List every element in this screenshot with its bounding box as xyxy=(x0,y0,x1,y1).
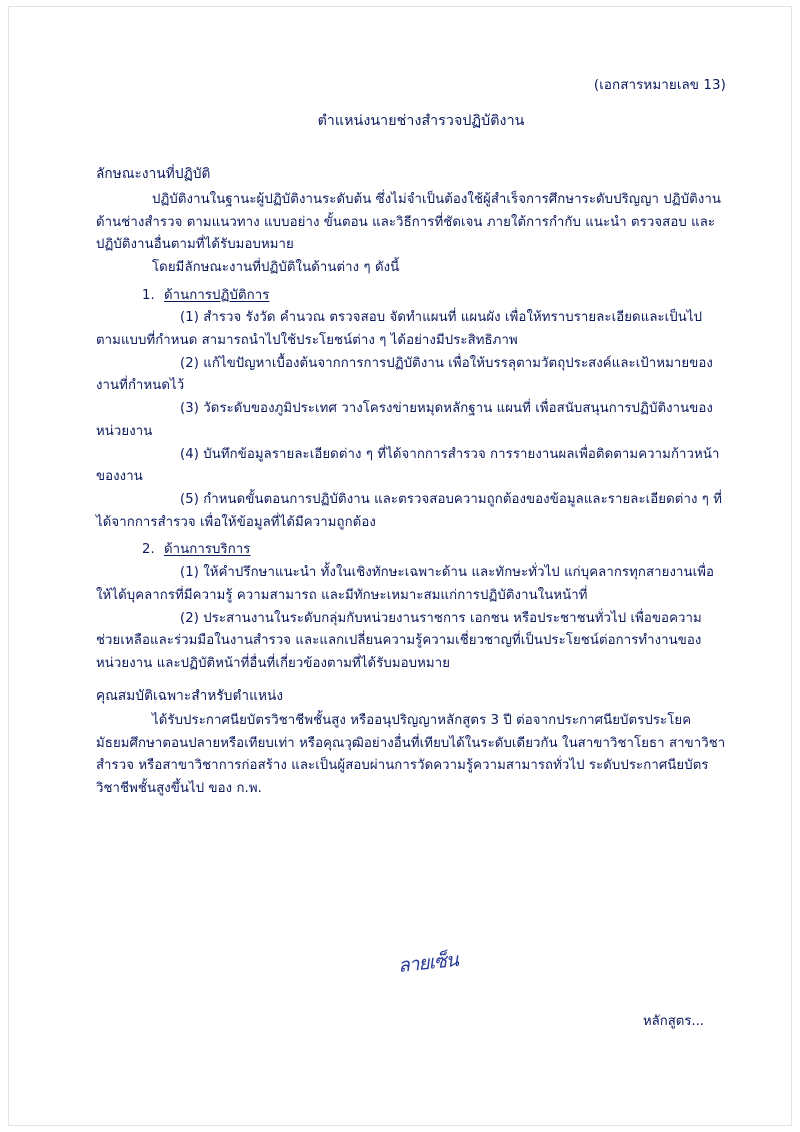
list-item-2 xyxy=(96,539,726,562)
duties-paragraph-2: โดยมีลักษณะงานที่ปฏิบัติในด้านต่าง ๆ ดังนี้ xyxy=(152,259,400,275)
qualifications-paragraph: ได้รับประกาศนียบัตรวิชาชีพชั้นสูง หรืออนุปริญญาหลักสูตร 3 ปี ต่อจากประกาศนียบัตรประโยคมัธยมศึกษาตอนปลายหรือเทียบเท่า หรือคุณวุฒิอย่างอื่นที่เทียบได้ในระดับเดียวกัน ในสาขาวิชาโยธา สาขาวิชาสำรวจ หรือสาขาวิชาการก่อสร้าง และเป็นผู้สอบผ่านการวัดความรู้ความสามารถทั่วไป ระดับประกาศนียบัตรวิชาชีพชั้นสูงขึ้นไป ของ ก.พ. xyxy=(96,712,726,797)
list-item-1-number: 1. xyxy=(142,287,155,303)
list-item-2-number: 2. xyxy=(142,542,155,558)
footer-continuation-note: หลักสูตร... xyxy=(642,1014,704,1029)
document-body xyxy=(96,74,726,801)
list-item-1-label: ด้านการปฏิบัติการ xyxy=(164,287,270,303)
duty-2-2: (2) ประสานงานในระดับกลุ่มกับหน่วยงานราชการ เอกชน หรือประชาชนทั่วไป เพื่อขอความช่วยเหลือและร่วมมือในงานสำรวจ และแลกเปลี่ยนความรู้ความเชี่ยวชาญที่เป็นประโยชน์ต่อการทำงานของหน่วยงาน และปฏิบัติหน้าที่อื่นที่เกี่ยวข้องตามที่ได้รับมอบหมาย xyxy=(96,610,702,671)
list-item-2-label: ด้านการบริการ xyxy=(164,542,251,558)
duty-2-1: (1) ให้คำปรึกษาแนะนำ ทั้งในเชิงทักษะเฉพาะด้าน และทักษะทั่วไป แก่บุคลากรทุกสายงานเพื่อให้ได้บุคลากรที่มีความรู้ ความสามารถ และมีทักษะเหมาะสมแก่การปฏิบัติงานในหน้าที่ xyxy=(96,565,715,603)
section-heading-duties: ลักษณะงานที่ปฏิบัติ xyxy=(96,166,211,183)
duty-1-4: (4) บันทึกข้อมูลรายละเอียดต่าง ๆ ที่ได้จากการสำรวจ การรายงานผลเพื่อติดตามความก้าวหน้าของงาน xyxy=(96,446,720,485)
duties-paragraph-1: ปฏิบัติงานในฐานะผู้ปฏิบัติงานระดับต้น ซึ่งไม่จำเป็นต้องใช้ผู้สำเร็จการศึกษาระดับปริญญา ปฏิบัติงานด้านช่างสำรวจ ตามแนวทาง แบบอย่าง ขั้นตอน และวิธีการที่ชัดเจน ภายใต้การกำกับ แนะนำ ตรวจสอบ และปฏิบัติงานอื่นตามที่ได้รับมอบหมาย xyxy=(96,191,721,253)
duty-1-2: (2) แก้ไขปัญหาเบื้องต้นจากการการปฏิบัติงาน เพื่อให้บรรลุตามวัตถุประสงค์และเป้าหมายของงานที่กำหนดไว้ xyxy=(96,355,713,394)
document-number: (เอกสารหมายเลข 13) xyxy=(593,78,726,93)
duty-1-5: (5) กำหนดขั้นตอนการปฏิบัติงาน และตรวจสอบความถูกต้องของข้อมูลและรายละเอียดต่าง ๆ ที่ได้จากการสำรวจ เพื่อให้ข้อมูลที่ได้มีความถูกต้อง xyxy=(96,491,723,530)
section-heading-qualifications: คุณสมบัติเฉพาะสำหรับตำแหน่ง xyxy=(96,687,284,704)
list-item-1 xyxy=(96,285,726,308)
page-title: ตำแหน่งนายช่างสำรวจปฏิบัติงาน xyxy=(317,113,525,130)
duty-1-1: (1) สำรวจ รังวัด คำนวณ ตรวจสอบ จัดทำแผนที่ แผนผัง เพื่อให้ทราบรายละเอียดและเป็นไปตามแบบที่กำหนด สามารถนำไปใช้ประโยชน์ต่าง ๆ ได้อย่างมีประสิทธิภาพ xyxy=(96,310,703,349)
signature-mark: ลายเซ็น xyxy=(397,948,459,978)
duty-1-3: (3) วัดระดับของภูมิประเทศ วางโครงข่ายหมุดหลักฐาน แผนที่ เพื่อสนับสนุนการปฏิบัติงานของหน่วยงาน xyxy=(96,401,713,439)
